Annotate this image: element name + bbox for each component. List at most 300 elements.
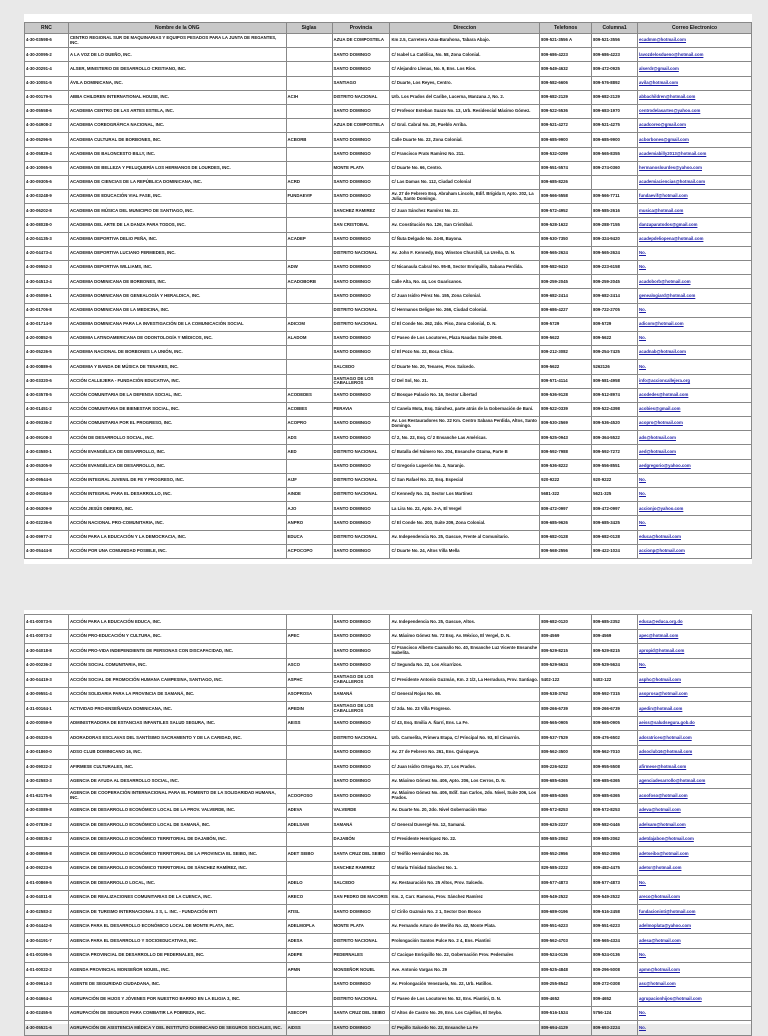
cell-direccion: Prolongación Santos Pulce No. 2 4, Ens. Piantini bbox=[390, 934, 540, 949]
cell-siglas: APEC bbox=[286, 629, 332, 644]
cell-provincia: DISTRITO NACIONAL bbox=[332, 473, 390, 487]
cell-telefonos: 809-551-6223 bbox=[540, 919, 592, 934]
cell-telefonos: 809-685-6365 bbox=[540, 774, 592, 789]
cell-columna1: 809-585-2062 bbox=[592, 832, 638, 847]
cell-nombre: AGENCIA DE COOPERACIÓN INTERNACIONAL PARA EL FOMENTO DE LA SOLIDARIDAD HUMANA, INC. bbox=[68, 789, 286, 804]
table-row bbox=[25, 48, 752, 62]
cell-correo[interactable]: educa@educa.org.do bbox=[638, 615, 752, 630]
cell-siglas bbox=[286, 977, 332, 992]
cell-siglas bbox=[286, 760, 332, 775]
cell-correo[interactable]: accionp@hotmail.com bbox=[638, 544, 752, 558]
cell-siglas bbox=[286, 289, 332, 303]
cell-correo[interactable]: hermanoslourdes@yahoo.com bbox=[638, 161, 752, 175]
cell-provincia: SANTO DOMINGO bbox=[332, 615, 390, 630]
cell-provincia: VALVERDE bbox=[332, 803, 390, 818]
cell-direccion: C/ Pepillo Salcedo No. 22, Ensanche La Fe bbox=[390, 1021, 540, 1036]
cell-rnc: 4-30-20095-2 bbox=[25, 48, 69, 62]
cell-columna1: 809-682-2129 bbox=[592, 90, 638, 104]
cell-correo[interactable]: adoratrices@hotmail.com bbox=[638, 731, 752, 746]
table-row bbox=[25, 731, 752, 746]
cell-direccion: Av. Restauración No. 25 Altos, Prov. Salcedo. bbox=[390, 876, 540, 891]
cell-siglas bbox=[286, 346, 332, 360]
cell-rnc: 4-30-05305-9 bbox=[25, 459, 69, 473]
cell-provincia: DISTRITO NACIONAL bbox=[332, 731, 390, 746]
column-header-direccion: Direccion bbox=[390, 23, 540, 34]
cell-siglas: ADET SEIBO bbox=[286, 847, 332, 862]
cell-siglas: ASPHC bbox=[286, 673, 332, 688]
column-header-telefonos: Telefonos bbox=[540, 23, 592, 34]
cell-direccion: Av. Máximo Gómez No. 406, Edif. San Carlos, 2do. Nivel, Suite 206, Los Prados. bbox=[390, 789, 540, 804]
cell-provincia: SANTO DOMINGO bbox=[332, 289, 390, 303]
cell-direccion: C/ Canela Mota, Esq. Sánchez, parte atrás de la Gobernación de Baní. bbox=[390, 402, 540, 416]
cell-direccion: C/ General Rojas No. 66. bbox=[390, 687, 540, 702]
cell-provincia: SANTO DOMINGO bbox=[332, 716, 390, 731]
cell-correo[interactable]: acadnab@hotmail.com bbox=[638, 346, 752, 360]
cell-direccion: C/ El Pozo No. 22, Boca Chica. bbox=[390, 346, 540, 360]
cell-correo[interactable]: aedgregorio@yahoo.com bbox=[638, 459, 752, 473]
cell-rnc: 4-30-04191-7 bbox=[25, 934, 69, 949]
cell-siglas: ACADOBORB bbox=[286, 275, 332, 289]
cell-nombre: AGENCIA PARA EL DESARROLLO Y SOCIOEDUCATIVAS, INC. bbox=[68, 934, 286, 949]
cell-columna1: 809-565-2624 bbox=[592, 246, 638, 260]
cell-siglas: ACOOFOSO bbox=[286, 789, 332, 804]
cell-telefonos: 809-552-2956 bbox=[540, 847, 592, 862]
cell-nombre: ACCIÓN EVANGÉLICA DE DESARROLLO, INC. bbox=[68, 445, 286, 459]
cell-rnc: 4-30-00179-5 bbox=[25, 90, 69, 104]
cell-siglas: AINDE bbox=[286, 488, 332, 502]
cell-telefonos: 809-562-4703 bbox=[540, 934, 592, 949]
cell-siglas: APEDIN bbox=[286, 702, 332, 717]
cell-telefonos: 809-682-0128 bbox=[540, 530, 592, 544]
table-row bbox=[25, 861, 752, 876]
cell-correo[interactable]: adsoclub16@hotmail.com bbox=[638, 745, 752, 760]
cell-correo[interactable]: accionjo@yahoo.com bbox=[638, 502, 752, 516]
cell-direccion: C/ Profesor Esteban Suazo No. 13, Urb. Residencial Máximo Gómez. bbox=[390, 104, 540, 118]
cell-telefonos: 809-549-4632 bbox=[540, 62, 592, 76]
cell-correo[interactable]: acopro@hotmail.com bbox=[638, 417, 752, 431]
cell-direccion: C/ Gregorio Luperón No. 2, Naranjo. bbox=[390, 459, 540, 473]
cell-correo[interactable]: apmn@hotmail.com bbox=[638, 963, 752, 978]
cell-provincia: SANTIAGO DE LOS CABALLEROS bbox=[332, 673, 390, 688]
cell-rnc: 4-30-09552-3 bbox=[25, 261, 69, 275]
table-row bbox=[25, 789, 752, 804]
table-row bbox=[25, 502, 752, 516]
table-header-row bbox=[25, 23, 752, 34]
cell-telefonos: 809-551-5574 bbox=[540, 161, 592, 175]
cell-rnc: 4-30-10065-5 bbox=[25, 161, 69, 175]
column-header-provincia: Provincia bbox=[332, 23, 390, 34]
cell-provincia: SANTO DOMINGO bbox=[332, 417, 390, 431]
cell-provincia: SANTO DOMINGO bbox=[332, 261, 390, 275]
cell-rnc: 4-30-06309-9 bbox=[25, 502, 69, 516]
cell-columna1: 809-549-2522 bbox=[592, 890, 638, 905]
cell-direccion: C/ Juan Isidro Ortega No. 27, Los Prados. bbox=[390, 760, 540, 775]
cell-correo[interactable]: musica@hotmail.com bbox=[638, 204, 752, 218]
table-row bbox=[25, 905, 752, 920]
table-row bbox=[25, 303, 752, 317]
cell-siglas: ACRD bbox=[286, 175, 332, 189]
cell-rnc: 4-30-03089-8 bbox=[25, 803, 69, 818]
cell-telefonos: 829-585-2222 bbox=[540, 861, 592, 876]
cell-telefonos: 809-572-4952 bbox=[540, 204, 592, 218]
cell-columna1: 809-5729 bbox=[592, 317, 638, 331]
cell-columna1 bbox=[592, 175, 638, 189]
cell-columna1: 809-683-1970 bbox=[592, 104, 638, 118]
cell-nombre: AGENCIA PARA EL DESARROLLO ECONÓMICO LOCAL DE MONTE PLATA, INC. bbox=[68, 919, 286, 934]
table-row bbox=[25, 658, 752, 673]
cell-telefonos: 809-682-2129 bbox=[540, 90, 592, 104]
cell-rnc: 4-30-09108-3 bbox=[25, 431, 69, 445]
cell-siglas bbox=[286, 644, 332, 659]
cell-siglas: ACIH bbox=[286, 90, 332, 104]
table-row bbox=[25, 218, 752, 232]
cell-columna1: 809-693-2224 bbox=[592, 1021, 638, 1036]
cell-correo: No. bbox=[638, 261, 752, 275]
cell-siglas bbox=[286, 459, 332, 473]
cell-telefonos: 809-532-0299 bbox=[540, 147, 592, 161]
cell-direccion: C/ Duarte, Los Reyes, Centro. bbox=[390, 76, 540, 90]
cell-telefonos: 809-685-9900 bbox=[540, 133, 592, 147]
cell-siglas bbox=[286, 62, 332, 76]
cell-direccion: C/ Kennedy No. 24, Sector Los Martínez bbox=[390, 488, 540, 502]
cell-direccion: C/ Nicanaula Cabral No. 95-B, Sector Enriquillo, Sabana Perdida. bbox=[390, 261, 540, 275]
cell-columna1: 809-585-2616 bbox=[592, 204, 638, 218]
cell-telefonos: 809-565-2624 bbox=[540, 246, 592, 260]
cell-provincia: SANTO DOMINGO bbox=[332, 331, 390, 345]
cell-columna1: 809-472-0997 bbox=[592, 502, 638, 516]
cell-nombre: ACCIÓN PARA LA EDUCACIÓN EDUCA, INC. bbox=[68, 615, 286, 630]
cell-nombre: ACCIÓN COMUNITARIA DE LA DEFENSA SOCIAL, INC. bbox=[68, 388, 286, 402]
cell-siglas: AEISS bbox=[286, 716, 332, 731]
cell-telefonos: 809-522-0339 bbox=[540, 402, 592, 416]
cell-direccion: C/ Altos de Castro No. 29, Ens. Los Cajellos, El Seybo. bbox=[390, 1006, 540, 1021]
cell-correo[interactable]: acadoborb@hotmail.com bbox=[638, 275, 752, 289]
cell-telefonos: 809-529-8215 bbox=[540, 644, 592, 659]
cell-provincia: SANTO DOMINGO bbox=[332, 789, 390, 804]
cell-correo[interactable]: lavozdelosdueno@hotmail.com bbox=[638, 48, 752, 62]
cell-columna1: 809-272-0308 bbox=[592, 977, 638, 992]
cell-correo[interactable]: adicom@hotmail.com bbox=[638, 317, 752, 331]
cell-correo[interactable]: avila@hotmail.com bbox=[638, 76, 752, 90]
cell-siglas: ACOBIES bbox=[286, 402, 332, 416]
cell-nombre: ACCIÓN SOCIAL DE PROMOCIÓN HUMANA CAMPESINA, SANTIAGO, INC. bbox=[68, 673, 286, 688]
cell-columna1: 809-529-8215 bbox=[592, 644, 638, 659]
cell-direccion: C/ Hermanos Deligne No. 266, Ciudad Colonial. bbox=[390, 303, 540, 317]
cell-nombre: CENTRO REGIONAL SUR DE MAQUINARIAS Y EQUIPOS PESADOS PARA LA JUNTA DE REGANTES, INC. bbox=[68, 34, 286, 48]
cell-nombre: AGRUPACIÓN DE ASISTENCIA MÉDICA Y DEL INSTITUTO DOMINICANO DE SEGUROS SOCIALES, INC. bbox=[68, 1021, 286, 1036]
cell-columna1: 5621-325 bbox=[592, 488, 638, 502]
cell-nombre: ACADEMIA DOMINICANA DE LA MEDICINA, INC. bbox=[68, 303, 286, 317]
cell-direccion: C/ Isabel La Católica, No. 58, Zona Colonial. bbox=[390, 48, 540, 62]
cell-siglas: ACBORB bbox=[286, 133, 332, 147]
cell-provincia: SANTO DOMINGO bbox=[332, 133, 390, 147]
cell-telefonos: 809-5622 bbox=[540, 360, 592, 374]
cell-columna1: 809-565-4324 bbox=[592, 934, 638, 949]
cell-correo[interactable]: danzaparatodos@gmail.com bbox=[638, 218, 752, 232]
cell-correo[interactable]: academiabilly2013@hotmail.com bbox=[638, 147, 752, 161]
cell-telefonos: 920-9222 bbox=[540, 473, 592, 487]
cell-rnc: 4-30-09614-3 bbox=[25, 977, 69, 992]
cell-rnc: 4-30-03598-6 bbox=[25, 34, 69, 48]
cell-columna1: 809-556-8551 bbox=[592, 459, 638, 473]
cell-correo[interactable]: acobies@gmail.com bbox=[638, 402, 752, 416]
cell-correo[interactable]: asoprosa@hotmail.com bbox=[638, 687, 752, 702]
cell-siglas: ADESA bbox=[286, 934, 332, 949]
cell-direccion: C/ Ñuta Delgado No. 24-B, Bayona. bbox=[390, 232, 540, 246]
spreadsheet-page-2 bbox=[24, 610, 752, 1030]
cell-rnc: 4-01-00073-5 bbox=[25, 615, 69, 630]
cell-correo[interactable]: info@accioncallejera.org bbox=[638, 374, 752, 388]
cell-provincia: DISTRITO NACIONAL bbox=[332, 90, 390, 104]
column-header-rnc: RNC bbox=[25, 23, 69, 34]
cell-direccion: C/ Juan Isidro Pérez No. 155, Zona Colonial. bbox=[390, 289, 540, 303]
cell-correo[interactable]: academiaciencias@hotmail.com bbox=[638, 175, 752, 189]
cell-telefonos: 809-530-2569 bbox=[540, 417, 592, 431]
cell-nombre: AGENCIA PROVINCIAL DE DESARROLLO DE PEDERNALES, INC. bbox=[68, 948, 286, 963]
cell-direccion: Ave. Antonio Vargas No. 29 bbox=[390, 963, 540, 978]
cell-siglas: APMN bbox=[286, 963, 332, 978]
table-row bbox=[25, 629, 752, 644]
cell-correo[interactable]: ads@hotmail.com bbox=[638, 431, 752, 445]
cell-nombre: ACTIVIDAD PRO-ENSEÑANZA DOMINICANA, INC. bbox=[68, 702, 286, 717]
cell-provincia: SANTO DOMINGO bbox=[332, 644, 390, 659]
cell-correo[interactable]: ecadmm@hotmail.com bbox=[638, 34, 752, 48]
table-row bbox=[25, 948, 752, 963]
cell-correo[interactable]: afirmese@hotmail.com bbox=[638, 760, 752, 775]
cell-rnc: 4-30-03320-6 bbox=[25, 374, 69, 388]
cell-rnc: 4-30-08955-8 bbox=[25, 847, 69, 862]
cell-correo[interactable]: asphc@hotmail.com bbox=[638, 673, 752, 688]
cell-correo[interactable]: aeiss@saludsegura.gob.do bbox=[638, 716, 752, 731]
cell-correo[interactable]: abbachildren@hotmail.com bbox=[638, 90, 752, 104]
cell-telefonos: 809-565-0905 bbox=[540, 716, 592, 731]
cell-correo[interactable]: adesa@hotmail.com bbox=[638, 934, 752, 949]
cell-correo[interactable]: adetdajabon@hotmail.com bbox=[638, 832, 752, 847]
cell-correo[interactable]: genealogiard@hotmail.com bbox=[638, 289, 752, 303]
cell-correo[interactable]: fundaevif@hotmail.com bbox=[638, 190, 752, 204]
cell-correo[interactable]: adetsr@hotmail.com bbox=[638, 861, 752, 876]
cell-nombre: AGENCIA DE TURISMO INTERNACIONAL 3 S, L. INC. - FUNDACIÓN INTI bbox=[68, 905, 286, 920]
cell-provincia: SANTO DOMINGO bbox=[332, 459, 390, 473]
cell-telefonos: 809-536-8222 bbox=[540, 459, 592, 473]
cell-provincia: DISTRITO NACIONAL bbox=[332, 934, 390, 949]
cell-siglas: EDUCA bbox=[286, 530, 332, 544]
cell-siglas: ACPOCOPO bbox=[286, 544, 332, 558]
cell-siglas: ADS bbox=[286, 431, 332, 445]
cell-nombre: ACCIÓN PRO-EDUCACIÓN Y CULTURA, INC. bbox=[68, 629, 286, 644]
table-row bbox=[25, 702, 752, 717]
spreadsheet-page-1 bbox=[24, 14, 752, 564]
table-row bbox=[25, 34, 752, 48]
cell-columna1: 809-4569 bbox=[592, 629, 638, 644]
cell-rnc: 4-30-09551-4 bbox=[25, 687, 69, 702]
table-row bbox=[25, 90, 752, 104]
cell-telefonos: 809-685-9626 bbox=[540, 516, 592, 530]
table-row bbox=[25, 232, 752, 246]
cell-direccion: C/ Gral. Cabral No. 20, Pueblo Arriba. bbox=[390, 119, 540, 133]
cell-siglas: ACADEP bbox=[286, 232, 332, 246]
cell-siglas: ADELO bbox=[286, 876, 332, 891]
cell-rnc: 4-30-05059-1 bbox=[25, 289, 69, 303]
table-row bbox=[25, 473, 752, 487]
cell-provincia: DISTRITO NACIONAL bbox=[332, 488, 390, 502]
cell-rnc: 4-30-06202-8 bbox=[25, 204, 69, 218]
cell-telefonos: 809-538-3762 bbox=[540, 687, 592, 702]
cell-correo[interactable]: apec@hotmail.com bbox=[638, 629, 752, 644]
cell-provincia: DISTRITO NACIONAL bbox=[332, 246, 390, 260]
cell-provincia: SAMANÁ bbox=[332, 818, 390, 833]
table-row bbox=[25, 488, 752, 502]
cell-correo[interactable]: acborbones@gmail.com bbox=[638, 133, 752, 147]
table-row bbox=[25, 516, 752, 530]
cell-provincia: SANTA CRUZ DEL SEIBO bbox=[332, 1006, 390, 1021]
cell-nombre: ADORADORAS ESCLAVAS DEL SANTÍSIMO SACRAMENTO Y DE LA CARIDAD, INC. bbox=[68, 731, 286, 746]
cell-provincia: SANTO DOMINGO bbox=[332, 502, 390, 516]
cell-provincia: MONSEÑOR NOUEL bbox=[332, 963, 390, 978]
table-row bbox=[25, 133, 752, 147]
cell-siglas bbox=[286, 218, 332, 232]
cell-siglas: ARECO bbox=[286, 890, 332, 905]
cell-columna1: 809-685-6365 bbox=[592, 789, 638, 804]
column-header-correo: Correo Electronico bbox=[638, 23, 752, 34]
cell-correo[interactable]: acodedes@hotmail.com bbox=[638, 388, 752, 402]
cell-direccion: C/ Francisco Prats Ramírez No. 211. bbox=[390, 147, 540, 161]
cell-correo[interactable]: centrodelasartes@yahoo.com bbox=[638, 104, 752, 118]
cell-columna1: 809-223-6158 bbox=[592, 261, 638, 275]
cell-provincia: AZUA DE COMPOSTELA bbox=[332, 119, 390, 133]
cell-correo[interactable]: acadcoreo@gmail.com bbox=[638, 119, 752, 133]
cell-correo: No. bbox=[638, 360, 752, 374]
cell-direccion: Km. 2, Carr. Ramona, Prov. Sánchez Ramírez bbox=[390, 890, 540, 905]
table-row bbox=[25, 246, 752, 260]
cell-correo[interactable]: apropid@hotmail.com bbox=[638, 644, 752, 659]
cell-provincia: SANTIAGO DE LOS CABALLEROS bbox=[332, 374, 390, 388]
cell-provincia: MONTE PLATA bbox=[332, 161, 390, 175]
cell-nombre: ACCIÓN COMUNITARIA DE BIENESTAR SOCIAL, INC. bbox=[68, 402, 286, 416]
table-row bbox=[25, 847, 752, 862]
cell-provincia: SANTO DOMINGO bbox=[332, 905, 390, 920]
table-row bbox=[25, 832, 752, 847]
cell-rnc: 4-30-05296-5 bbox=[25, 133, 69, 147]
cell-siglas bbox=[286, 774, 332, 789]
cell-correo[interactable]: agenciadesarrollo@hotmail.com bbox=[638, 774, 752, 789]
cell-columna1: 809-572-8253 bbox=[592, 803, 638, 818]
cell-correo[interactable]: educa@hotmail.com bbox=[638, 530, 752, 544]
cell-nombre: AGRUPACIÓN DE HIJOS Y JÓVENES POR NUESTRO BARRIO EN LA ELIGIA 3, INC. bbox=[68, 992, 286, 1007]
table-row bbox=[25, 615, 752, 630]
cell-columna1: 809-565-8355 bbox=[592, 147, 638, 161]
cell-direccion: La Lira No. 22, Apto. 2-A, El Vergel bbox=[390, 502, 540, 516]
cell-telefonos: 809-5622 bbox=[540, 331, 592, 345]
cell-columna1: 809-512-8974 bbox=[592, 388, 638, 402]
cell-telefonos: 809-572-8253 bbox=[540, 803, 592, 818]
cell-siglas bbox=[286, 615, 332, 630]
cell-telefonos: 809-4652 bbox=[540, 992, 592, 1007]
table-row bbox=[25, 175, 752, 189]
cell-nombre: ACADEMIA LATINOAMERICANA DE ODONTOLOGÍA Y MÉDICOS, INC. bbox=[68, 331, 286, 345]
table-row bbox=[25, 818, 752, 833]
cell-columna1: 809-685-9900 bbox=[592, 133, 638, 147]
cell-rnc: 4-01-62175-6 bbox=[25, 789, 69, 804]
cell-columna1: 809-685-2352 bbox=[592, 615, 638, 630]
cell-nombre: ACCIÓN PARA LA EDUCACIÓN Y LA DEMOCRACIA, INC. bbox=[68, 530, 286, 544]
cell-rnc: 4-30-05558-6 bbox=[25, 104, 69, 118]
cell-correo[interactable]: asc@hotmail.com bbox=[638, 977, 752, 992]
cell-provincia: SANTO DOMINGO bbox=[332, 760, 390, 775]
cell-telefonos: 809-5729 bbox=[540, 317, 592, 331]
cell-columna1: 809-4652 bbox=[592, 992, 638, 1007]
cell-siglas: AJO bbox=[286, 502, 332, 516]
cell-rnc: 4-20-04473-4 bbox=[25, 246, 69, 260]
cell-correo[interactable]: acoofoso@hotmail.com bbox=[638, 789, 752, 804]
cell-siglas: ATISL bbox=[286, 905, 332, 920]
cell-correo[interactable]: acadepdeliopena@hotmail.com bbox=[638, 232, 752, 246]
cell-correo[interactable]: alserdr@gmail.com bbox=[638, 62, 752, 76]
cell-telefonos: 809-585-2062 bbox=[540, 832, 592, 847]
cell-rnc: 4-30-05320-5 bbox=[25, 731, 69, 746]
cell-columna1: 809-266-6739 bbox=[592, 702, 638, 717]
cell-nombre: AGRUPACIÓN DE SEGUROS PARA COMBATIR LA POBREZA, INC. bbox=[68, 1006, 286, 1021]
cell-columna1: 809-565-0905 bbox=[592, 716, 638, 731]
cell-correo[interactable]: adeva@hotmail.com bbox=[638, 803, 752, 818]
cell-columna1: 809-259-2045 bbox=[592, 275, 638, 289]
cell-correo[interactable]: adelmoplata@yahoo.com bbox=[638, 919, 752, 934]
cell-correo[interactable]: agrupacionhijos@hotmail.com bbox=[638, 992, 752, 1007]
cell-correo[interactable]: adetseibo@hotmail.com bbox=[638, 847, 752, 862]
cell-telefonos: 809-686-4227 bbox=[540, 303, 592, 317]
cell-correo[interactable]: adelsam@hotmail.com bbox=[638, 818, 752, 833]
cell-direccion: Av. Independencia No. 25, Gascue, Altos. bbox=[390, 615, 540, 630]
cell-provincia: DISTRITO NACIONAL bbox=[332, 992, 390, 1007]
cell-rnc: 4-30-10051-5 bbox=[25, 76, 69, 90]
cell-telefonos: 809-259-2045 bbox=[540, 275, 592, 289]
cell-siglas: AIDSS bbox=[286, 1021, 332, 1036]
cell-siglas bbox=[286, 360, 332, 374]
cell-provincia: SAN PEDRO DE MACORIS bbox=[332, 890, 390, 905]
cell-correo: No. bbox=[638, 948, 752, 963]
cell-correo[interactable]: apedin@hotmail.com bbox=[638, 702, 752, 717]
cell-provincia: SANTO DOMINGO bbox=[332, 745, 390, 760]
cell-provincia: SANTO DOMINGO bbox=[332, 388, 390, 402]
cell-provincia: SANTO DOMINGO bbox=[332, 275, 390, 289]
table-row bbox=[25, 104, 752, 118]
cell-rnc: 4-30-09977-2 bbox=[25, 530, 69, 544]
cell-direccion: C/ Presidente Henríquez No. 22. bbox=[390, 832, 540, 847]
ong-table-page-1 bbox=[24, 22, 752, 559]
cell-nombre: AGENTE DE SEGURIDAD CIUDADANA, INC. bbox=[68, 977, 286, 992]
cell-direccion: C/ Alejandro Llenas, No. 9, Ens. Los Ríos. bbox=[390, 62, 540, 76]
cell-direccion: Av. Máximo Gómez No. 406, Apto. 206, Los Cerros, D. N. bbox=[390, 774, 540, 789]
cell-nombre: AGENCIA DE DESARROLLO ECONÓMICO LOCAL DE SAMANÁ, INC. bbox=[68, 818, 286, 833]
table-row bbox=[25, 204, 752, 218]
cell-rnc: 4-30-09336-2 bbox=[25, 417, 69, 431]
cell-rnc: 4-20-00852-5 bbox=[25, 331, 69, 345]
cell-correo[interactable]: areco@hotmail.com bbox=[638, 890, 752, 905]
cell-siglas: FUNDAEVIF bbox=[286, 190, 332, 204]
cell-nombre: ACADEMIA DE CIENCIAS DE LA REPÚBLICA DOMINICANA, INC. bbox=[68, 175, 286, 189]
cell-nombre: ACCIÓN CALLEJERA - FUNDACIÓN EDUCATIVA, INC. bbox=[68, 374, 286, 388]
cell-nombre: ACADEMIA NACIONAL DE BORBONES LA UNIÓN, INC. bbox=[68, 346, 286, 360]
cell-telefonos: 809-686-4223 bbox=[540, 48, 592, 62]
cell-provincia: SANCHEZ RAMIREZ bbox=[332, 204, 390, 218]
cell-correo[interactable]: fundacioninti@hotmail.com bbox=[638, 905, 752, 920]
cell-telefonos: 809-266-6739 bbox=[540, 702, 592, 717]
cell-provincia: SANTIAGO bbox=[332, 76, 390, 90]
cell-siglas bbox=[286, 76, 332, 90]
cell-nombre: ACCIÓN INTEGRAL PARA EL DESARROLLO, INC. bbox=[68, 488, 286, 502]
cell-correo[interactable]: aed@hotmail.com bbox=[638, 445, 752, 459]
cell-direccion: C/ Teófilo Hernández No. 26. bbox=[390, 847, 540, 862]
